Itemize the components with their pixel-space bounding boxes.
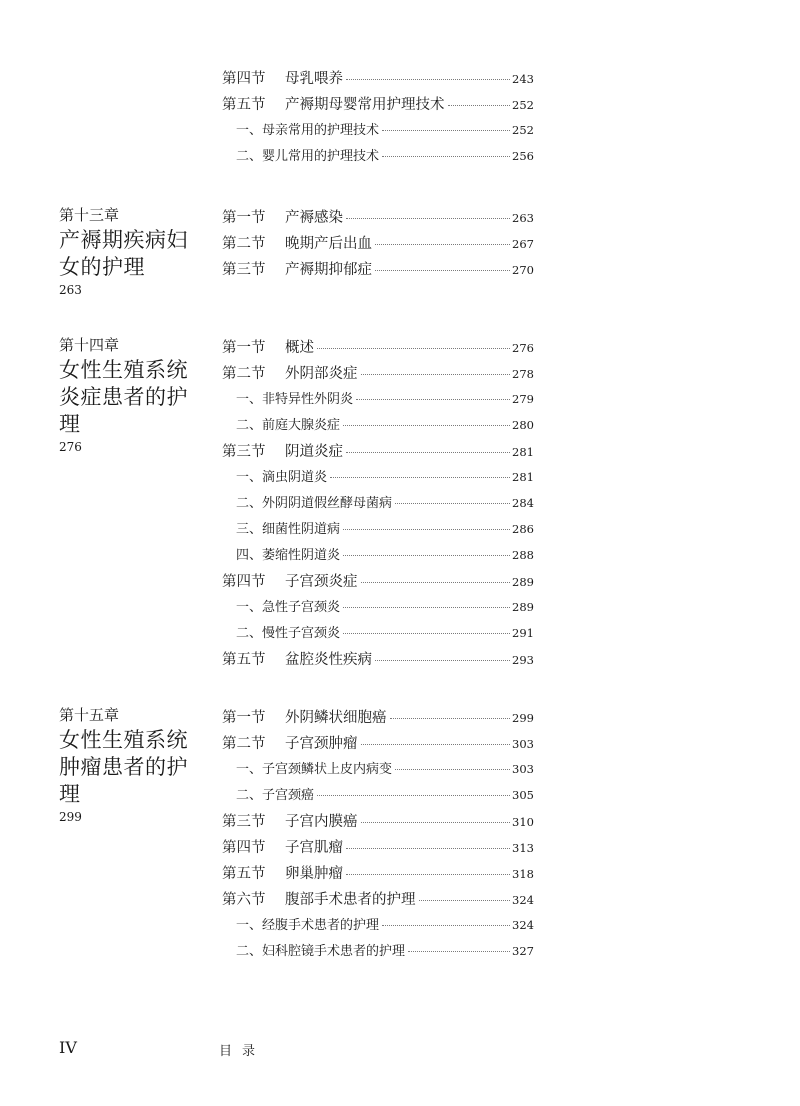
- entry-title: 概述: [285, 340, 314, 356]
- entry-title: 三、细菌性阴道病: [236, 522, 341, 537]
- section-number: 第二节: [222, 366, 266, 382]
- entry-title: 产褥感染: [285, 210, 343, 226]
- toc-subsection-entry[interactable]: [222, 518, 534, 544]
- entry-label: [222, 258, 372, 279]
- toc-section-entry[interactable]: [222, 93, 534, 119]
- entry-page-number: 252: [512, 123, 534, 137]
- entry-label: [222, 388, 353, 407]
- toc-subsection-entry[interactable]: [222, 914, 534, 940]
- entry-title: 一、非特异性外阴炎: [236, 392, 354, 407]
- entry-label: [222, 706, 387, 727]
- entry-page-number: 293: [512, 653, 534, 667]
- toc-section-entry[interactable]: [222, 232, 534, 258]
- chapter-page-number: 263: [59, 283, 82, 297]
- dot-leader: [346, 218, 510, 219]
- entry-page-number: 281: [512, 470, 534, 484]
- entry-title: 一、子宫颈鳞状上皮内病变: [236, 762, 393, 777]
- entry-page-number: 270: [512, 263, 534, 277]
- dot-leader: [343, 425, 510, 426]
- toc-subsection-entry[interactable]: [222, 596, 534, 622]
- entry-title: 外阴鳞状细胞癌: [285, 710, 387, 726]
- dot-leader: [361, 744, 511, 745]
- toc-subsection-entry[interactable]: [222, 414, 534, 440]
- entry-label: [222, 466, 327, 485]
- entry-page-number: 280: [512, 418, 534, 432]
- toc-subsection-entry[interactable]: [222, 544, 534, 570]
- dot-leader: [343, 529, 510, 530]
- chapter-page-number: 299: [59, 810, 82, 824]
- entry-title: 四、萎缩性阴道炎: [236, 548, 341, 563]
- toc-section-entry[interactable]: [222, 206, 534, 232]
- toc-subsection-entry[interactable]: [222, 940, 534, 966]
- section-number: 第三节: [222, 444, 266, 460]
- section-number: 第一节: [222, 340, 266, 356]
- entry-page-number: 278: [512, 367, 534, 381]
- toc-section-entry[interactable]: [222, 888, 534, 914]
- dot-leader: [382, 156, 510, 157]
- toc-section-entry[interactable]: [222, 570, 534, 596]
- toc-section-entry[interactable]: [222, 258, 534, 284]
- toc-section-entry[interactable]: [222, 336, 534, 362]
- entry-title: 子宫内膜癌: [285, 814, 358, 830]
- entry-title: 盆腔炎性疾病: [285, 652, 372, 668]
- entry-page-number: 252: [512, 98, 534, 112]
- dot-leader: [346, 874, 510, 875]
- entry-title: 子宫肌瘤: [285, 840, 343, 856]
- entry-title: 晚期产后出血: [285, 236, 372, 252]
- chapter-title: 产褥期疾病妇女的护理: [59, 228, 188, 279]
- dot-leader: [408, 951, 510, 952]
- entry-label: [222, 206, 343, 227]
- entry-title: 腹部手术患者的护理: [285, 892, 416, 908]
- page-number: IV: [59, 1038, 77, 1057]
- entry-label: [222, 914, 379, 933]
- dot-leader: [346, 452, 510, 453]
- dot-leader: [448, 105, 511, 106]
- running-footer-label: 目录: [219, 1044, 266, 1059]
- entry-page-number: 324: [512, 918, 534, 932]
- dot-leader: [361, 582, 511, 583]
- dot-leader: [346, 848, 510, 849]
- entry-page-number: 286: [512, 522, 534, 536]
- entry-label: [222, 862, 343, 883]
- section-number: 第二节: [222, 236, 266, 252]
- toc-subsection-entry[interactable]: [222, 622, 534, 648]
- entry-page-number: 263: [512, 211, 534, 225]
- entry-page-number: 276: [512, 341, 534, 355]
- dot-leader: [395, 769, 510, 770]
- toc-section-entry[interactable]: [222, 648, 534, 674]
- entry-page-number: 313: [512, 841, 534, 855]
- entry-label: [222, 622, 340, 641]
- entry-title: 外阴部炎症: [285, 366, 358, 382]
- entry-label: [222, 940, 405, 959]
- entry-page-number: 318: [512, 867, 534, 881]
- dot-leader: [419, 900, 511, 901]
- section-number: 第五节: [222, 97, 266, 113]
- dot-leader: [330, 477, 510, 478]
- dot-leader: [382, 925, 510, 926]
- entry-title: 子宫颈炎症: [285, 574, 358, 590]
- section-number: 第四节: [222, 574, 266, 590]
- entry-label: [222, 784, 314, 803]
- dot-leader: [317, 348, 510, 349]
- entry-label: [222, 570, 358, 591]
- entry-title: 二、慢性子宫颈炎: [236, 626, 341, 641]
- toc-subsection-entry[interactable]: [222, 145, 534, 171]
- section-number: 第三节: [222, 814, 266, 830]
- entry-title: 阴道炎症: [285, 444, 343, 460]
- toc-section-entry[interactable]: [222, 440, 534, 466]
- chapter-heading: [59, 335, 209, 455]
- entry-label: [222, 648, 372, 669]
- chapter-page-number: 276: [59, 440, 82, 454]
- toc-section-entry[interactable]: [222, 836, 534, 862]
- entry-title: 二、婴儿常用的护理技术: [236, 149, 380, 164]
- entry-page-number: 281: [512, 445, 534, 459]
- entry-label: [222, 336, 314, 357]
- entry-label: [222, 492, 392, 511]
- toc-subsection-entry[interactable]: [222, 784, 534, 810]
- entry-label: [222, 414, 340, 433]
- dot-leader: [361, 822, 511, 823]
- toc-section-entry[interactable]: [222, 862, 534, 888]
- toc-subsection-entry[interactable]: [222, 466, 534, 492]
- toc-section-entry[interactable]: [222, 732, 534, 758]
- entry-label: [222, 596, 340, 615]
- dot-leader: [395, 503, 510, 504]
- toc-section-entry[interactable]: [222, 362, 534, 388]
- section-number: 第五节: [222, 652, 266, 668]
- entry-title: 二、前庭大腺炎症: [236, 418, 341, 433]
- entry-page-number: 267: [512, 237, 534, 251]
- entry-page-number: 256: [512, 149, 534, 163]
- entry-label: [222, 67, 343, 88]
- toc-section-entry[interactable]: [222, 810, 534, 836]
- dot-leader: [356, 399, 510, 400]
- chapter-number: 第十四章: [59, 336, 120, 354]
- section-number: 第四节: [222, 840, 266, 856]
- entry-page-number: 243: [512, 72, 534, 86]
- entry-label: [222, 145, 379, 164]
- entry-title: 一、经腹手术患者的护理: [236, 918, 380, 933]
- entry-title: 母乳喂养: [285, 71, 343, 87]
- chapter-title: 女性生殖系统肿瘤患者的护理: [59, 728, 188, 806]
- toc-subsection-entry[interactable]: [222, 492, 534, 518]
- entry-label: [222, 732, 358, 753]
- dot-leader: [343, 633, 510, 634]
- entry-page-number: 289: [512, 600, 534, 614]
- dot-leader: [375, 244, 510, 245]
- entry-label: [222, 518, 340, 537]
- toc-subsection-entry[interactable]: [222, 388, 534, 414]
- toc-entry-list: [222, 67, 534, 171]
- entry-title: 产褥期抑郁症: [285, 262, 372, 278]
- toc-entry-list: [222, 206, 534, 284]
- section-number: 第四节: [222, 71, 266, 87]
- toc-entry-list: [222, 336, 534, 674]
- dot-leader: [317, 795, 510, 796]
- entry-page-number: 310: [512, 815, 534, 829]
- entry-page-number: 327: [512, 944, 534, 958]
- entry-page-number: 284: [512, 496, 534, 510]
- dot-leader: [361, 374, 511, 375]
- entry-label: [222, 119, 379, 138]
- section-number: 第五节: [222, 866, 266, 882]
- entry-label: [222, 93, 445, 114]
- chapter-number: 第十五章: [59, 706, 120, 724]
- entry-page-number: 289: [512, 575, 534, 589]
- entry-title: 子宫颈肿瘤: [285, 736, 358, 752]
- entry-label: [222, 232, 372, 253]
- toc-section-entry[interactable]: [222, 67, 534, 93]
- entry-title: 产褥期母婴常用护理技术: [285, 97, 445, 113]
- dot-leader: [382, 130, 510, 131]
- entry-page-number: 303: [512, 762, 534, 776]
- toc-section-entry[interactable]: [222, 706, 534, 732]
- section-number: 第一节: [222, 210, 266, 226]
- toc-subsection-entry[interactable]: [222, 758, 534, 784]
- entry-label: [222, 888, 416, 909]
- entry-label: [222, 440, 343, 461]
- dot-leader: [375, 270, 510, 271]
- entry-title: 二、子宫颈癌: [236, 788, 315, 803]
- entry-label: [222, 810, 358, 831]
- entry-title: 一、母亲常用的护理技术: [236, 123, 380, 138]
- chapter-heading: [59, 205, 209, 298]
- entry-page-number: 303: [512, 737, 534, 751]
- chapter-title: 女性生殖系统炎症患者的护理: [59, 358, 188, 436]
- entry-title: 二、外阴阴道假丝酵母菌病: [236, 496, 393, 511]
- entry-title: 卵巢肿瘤: [285, 866, 343, 882]
- section-number: 第二节: [222, 736, 266, 752]
- entry-page-number: 324: [512, 893, 534, 907]
- toc-subsection-entry[interactable]: [222, 119, 534, 145]
- entry-page-number: 288: [512, 548, 534, 562]
- entry-page-number: 305: [512, 788, 534, 802]
- entry-label: [222, 362, 358, 383]
- entry-title: 一、急性子宫颈炎: [236, 600, 341, 615]
- entry-page-number: 299: [512, 711, 534, 725]
- section-number: 第三节: [222, 262, 266, 278]
- entry-page-number: 291: [512, 626, 534, 640]
- dot-leader: [390, 718, 511, 719]
- dot-leader: [346, 79, 510, 80]
- toc-entry-list: [222, 706, 534, 966]
- entry-title: 一、滴虫阴道炎: [236, 470, 328, 485]
- chapter-heading: [59, 705, 209, 825]
- dot-leader: [343, 555, 510, 556]
- chapter-number: 第十三章: [59, 206, 120, 224]
- section-number: 第一节: [222, 710, 266, 726]
- dot-leader: [375, 660, 510, 661]
- section-number: 第六节: [222, 892, 266, 908]
- entry-page-number: 279: [512, 392, 534, 406]
- entry-title: 二、妇科腔镜手术患者的护理: [236, 944, 406, 959]
- entry-label: [222, 836, 343, 857]
- entry-label: [222, 758, 392, 777]
- entry-label: [222, 544, 340, 563]
- dot-leader: [343, 607, 510, 608]
